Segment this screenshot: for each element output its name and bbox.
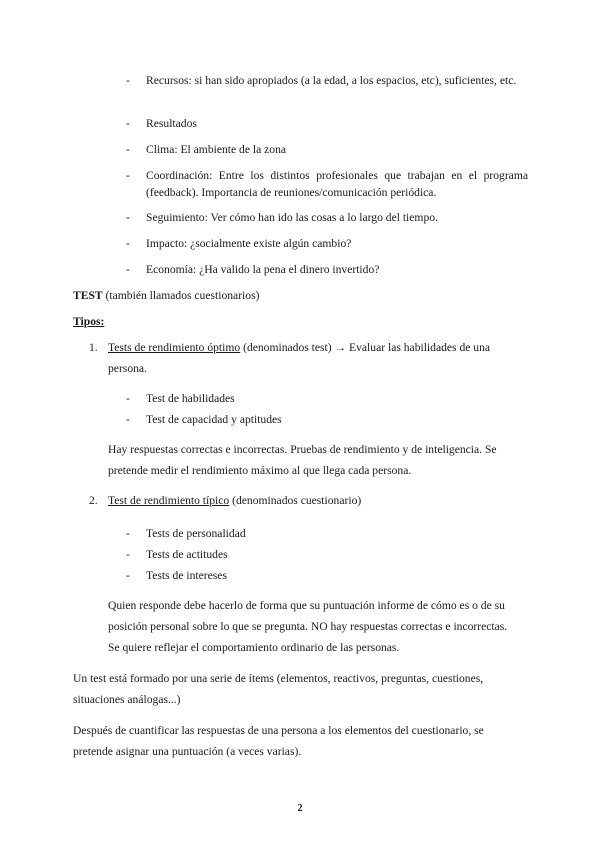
test-heading-bold: TEST: [73, 289, 103, 302]
items-para-line1: Un test está formado por una serie de ítems (elementos, reactivos, preguntas, cuestiones,: [73, 672, 484, 685]
score-para-line1: Después de cuantificar las respuestas de una persona a los elementos del cuestionario, se: [73, 724, 484, 737]
section-1-line1: [108, 339, 528, 356]
section-2-bullet: Tests de personalidad: [146, 527, 246, 540]
bullet-item-economia: Economía: ¿Ha valido la pena el dinero invertido?: [146, 263, 380, 276]
section-2-para-line1: Quien responde debe hacerlo de forma que su puntuación informe de cómo es o de su: [108, 599, 505, 612]
bullet-item-resultados: Resultados: [146, 117, 197, 130]
items-para-line2: situaciones análogas...): [73, 693, 181, 706]
bullet-item-seguimiento: Seguimiento: Ver cómo han ido las cosas a lo largo del tiempo.: [146, 211, 438, 224]
section-1-desc: (denominados test) → Evaluar las habilidades de una: [240, 341, 491, 354]
section-1-para-line1: Hay respuestas correctas e incorrectas. Pruebas de rendimiento y de inteligencia. Se: [108, 443, 497, 456]
bullet-dash: -: [126, 117, 130, 130]
test-heading-rest: (también llamados cuestionarios): [102, 289, 260, 302]
tipos-heading: Tipos:: [73, 315, 105, 328]
section-1-line2: persona.: [108, 362, 147, 375]
section-2-number: 2.: [89, 494, 98, 507]
bullet-dash: -: [126, 74, 130, 87]
bullet-dash: -: [126, 569, 130, 582]
section-1-bullet: Test de habilidades: [146, 392, 235, 405]
section-1-bullet: Test de capacidad y aptitudes: [146, 413, 282, 426]
score-para-line2: pretende asignar una puntuación (a veces varias).: [73, 745, 302, 758]
section-1-para-line2: pretende medir el rendimiento máximo al que llega cada persona.: [108, 464, 412, 477]
bullet-item-clima: Clima: El ambiente de la zona: [146, 143, 287, 156]
bullet-dash: -: [126, 527, 130, 540]
bullet-dash: -: [126, 237, 130, 250]
page-number: 2: [297, 803, 303, 814]
bullet-dash: -: [126, 263, 130, 276]
section-2-line1: [108, 492, 361, 509]
bullet-dash: -: [126, 548, 130, 561]
section-2-title: Test de rendimiento típico: [108, 494, 230, 507]
section-2-bullet: Tests de actitudes: [146, 548, 228, 561]
bullet-dash: -: [126, 143, 130, 156]
section-2-bullet: Tests de intereses: [146, 569, 227, 582]
section-1-number: 1.: [89, 341, 98, 354]
bullet-text: si han sido apropiados (a la edad, a los espacios, etc), suficientes, etc.: [194, 74, 517, 87]
section-2-para-line2: posición personal sobre lo que se pregunta. NO hay respuestas correctas e incorrectas.: [108, 620, 508, 633]
bullet-item-coordinacion: Coordinación: Entre los distintos profesionales que trabajan en el programa (feedback). Importancia de reuniones/comunicación periódica.: [146, 169, 528, 199]
bullet-dash: -: [126, 211, 130, 224]
section-1-title: Tests de rendimiento óptimo: [108, 341, 241, 354]
section-2-para-line3: Se quiere reflejar el comportamiento ordinario de las personas.: [108, 641, 400, 654]
bullet-dash: -: [126, 392, 130, 405]
bullet-item-impacto: Impacto: ¿socialmente existe algún cambio?: [146, 237, 352, 250]
section-2-desc: (denominados cuestionario): [229, 494, 362, 507]
bullet-dash: -: [126, 169, 130, 182]
test-heading: [73, 287, 259, 304]
bullet-label: Recursos:: [146, 74, 192, 87]
bullet-item-recursos: [146, 72, 528, 89]
bullet-dash: -: [126, 413, 130, 426]
